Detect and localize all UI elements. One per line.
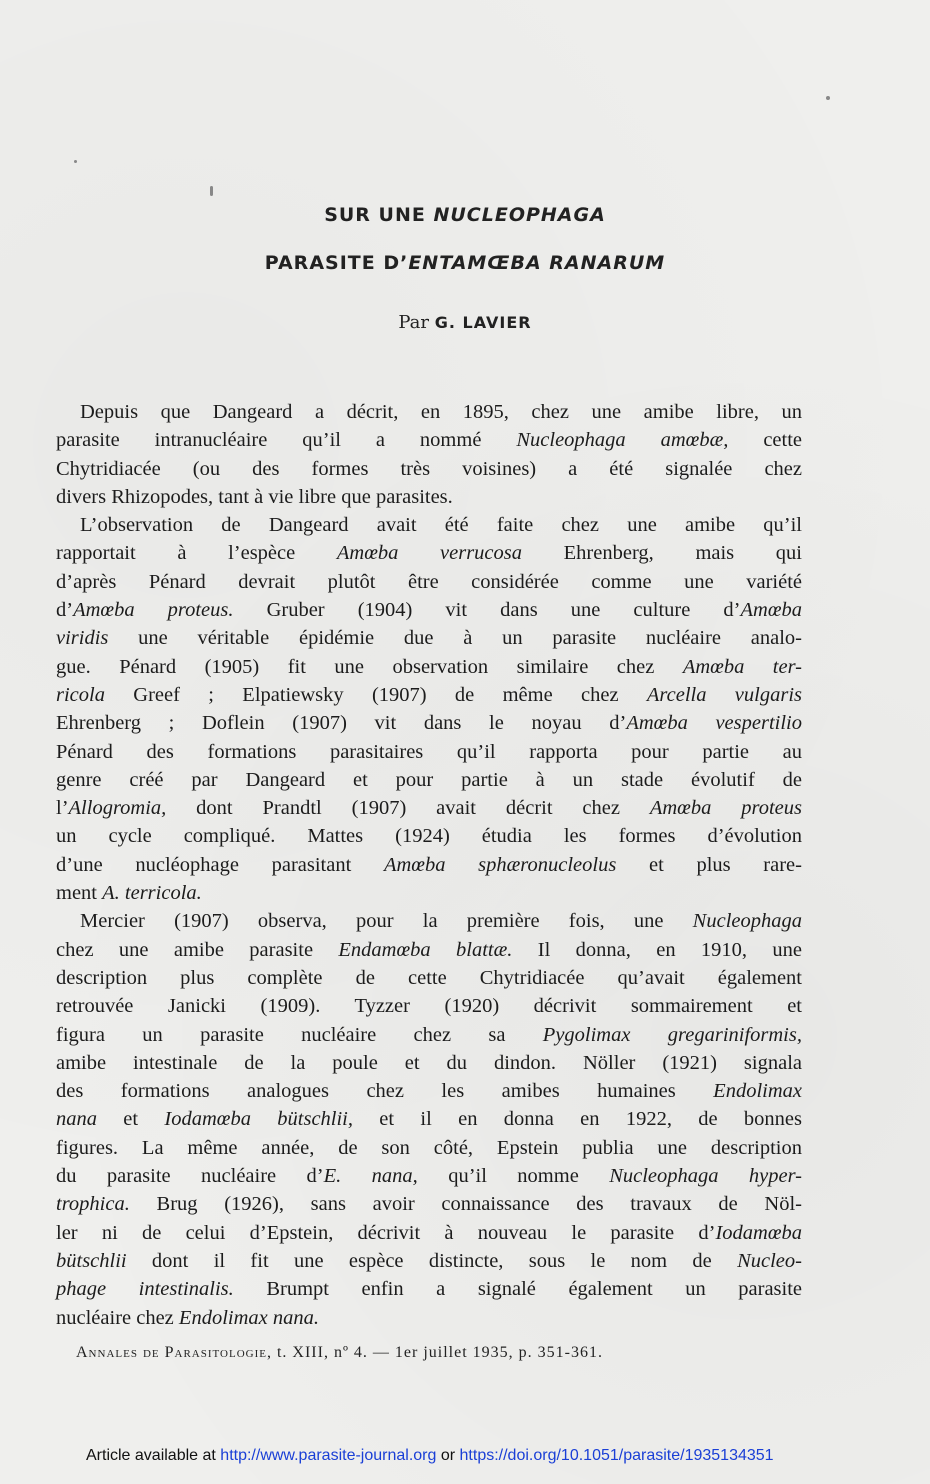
- text-run: description plus complète de cette Chytridiacée qu’avait également: [56, 966, 802, 989]
- text-run: figures. La même année, de son côté, Epstein publia une description: [56, 1136, 802, 1159]
- italic-text: trophica.: [56, 1193, 130, 1216]
- text-run: dont Prandtl (1907) avait décrit chez: [166, 797, 650, 820]
- text-run: et plus rare-: [616, 853, 802, 876]
- text-line: [56, 568, 802, 596]
- text-line: [56, 1077, 802, 1105]
- text-line: [56, 1190, 802, 1218]
- text-line: [56, 653, 802, 681]
- article-title-line-2: [0, 252, 930, 274]
- doi-link[interactable]: https://doi.org/10.1051/parasite/1935134351: [459, 1447, 774, 1464]
- italic-text: viridis: [56, 627, 109, 650]
- italic-text: Nucleophaga: [692, 910, 802, 933]
- text-line: [56, 398, 802, 426]
- text-line: [56, 483, 802, 511]
- text-line: [56, 1275, 802, 1303]
- italic-text: E. nana,: [323, 1165, 418, 1188]
- text-run: dont il fit une espèce distincte, sous le nom de: [126, 1249, 738, 1272]
- title-host: ENTAMŒBA RANARUM: [408, 252, 666, 274]
- scan-speck: [74, 160, 77, 163]
- text-run: Depuis que Dangeard a décrit, en 1895, chez une amibe libre, un: [80, 401, 802, 423]
- text-run: ment: [56, 882, 103, 905]
- text-run: Il donna, en 1910, une: [512, 938, 802, 961]
- italic-text: Iodamœba bütschlii,: [164, 1108, 353, 1131]
- text-run: qu’il nomme: [417, 1165, 610, 1188]
- text-run: divers Rhizopodes, tant à vie libre que parasites.: [56, 485, 453, 508]
- italic-text: Amœba vespertilio: [626, 712, 802, 735]
- text-run: Brumpt enfin a signalé également un parasite: [233, 1278, 803, 1301]
- italic-text: Endolimax nana.: [178, 1306, 319, 1329]
- text-line: [56, 624, 802, 652]
- italic-text: Nucleophaga amœbæ,: [516, 429, 729, 452]
- title-prefix: PARASITE D’: [264, 252, 409, 274]
- text-line: [56, 766, 802, 794]
- text-run: Brug (1926), sans avoir connaissance des travaux de Nöl-: [129, 1193, 802, 1216]
- italic-text: bütschlii: [56, 1249, 127, 1272]
- text-line: [56, 1134, 802, 1162]
- text-line: [56, 1162, 802, 1190]
- italic-text: Endamœba blattæ.: [338, 938, 513, 961]
- text-line: [56, 426, 802, 454]
- text-run: cette: [728, 429, 803, 452]
- text-run: ler ni de celui d’Epstein, décrivit à nouveau le parasite d’: [56, 1221, 716, 1244]
- text-run: Mercier (1907) observa, pour la première fois, une: [80, 910, 693, 933]
- article-title-line-1: [0, 204, 930, 226]
- scan-speck: [826, 96, 830, 100]
- text-line: [56, 1021, 802, 1049]
- text-line: [56, 851, 802, 879]
- italic-text: Amœba verrucosa: [336, 542, 523, 565]
- text-line: [56, 822, 802, 850]
- text-run: une véritable épidémie due à un parasite nucléaire analo-: [108, 627, 802, 650]
- text-run: rapportait à l’espèce: [56, 542, 337, 565]
- italic-text: Amœba proteus.: [73, 599, 234, 622]
- body-text: [56, 398, 802, 1332]
- journal-reference: [76, 1344, 776, 1362]
- title-genus: NUCLEOPHAGA: [433, 204, 606, 226]
- italic-text: Amœba: [740, 599, 802, 622]
- text-line: [56, 1049, 802, 1077]
- text-line: [56, 794, 802, 822]
- availability-prefix: Article available at: [86, 1447, 221, 1464]
- italic-text: Amœba sphæronucleolus: [383, 853, 617, 876]
- text-line: [56, 511, 802, 539]
- text-run: chez une amibe parasite: [56, 938, 339, 961]
- byline-prefix: Par: [398, 312, 435, 333]
- text-run: Gruber (1904) vit dans une culture d’: [233, 599, 741, 622]
- text-line: [56, 907, 802, 935]
- text-run: d’après Pénard devrait plutôt être considérée comme une variété: [56, 570, 802, 593]
- issue-details: t. XIII, nº 4. — 1er juillet 1935, p. 351-361.: [271, 1344, 603, 1361]
- text-run: Greef ; Elpatiewsky (1907) de même chez: [104, 683, 647, 706]
- journal-name: Annales de Parasitologie,: [76, 1344, 272, 1361]
- text-line: [56, 936, 802, 964]
- text-line: [56, 1247, 802, 1275]
- text-run: L’observation de Dangeard avait été faite chez une amibe qu’il: [80, 514, 802, 537]
- text-run: amibe intestinale de la poule et du dindon. Nöller (1921) signala: [56, 1051, 802, 1074]
- text-line: [56, 1304, 802, 1332]
- text-line: [56, 738, 802, 766]
- text-line: [56, 879, 802, 907]
- text-run: d’une nucléophage parasitant: [56, 853, 384, 876]
- italic-text: Pygolimax gregariniformis,: [542, 1023, 802, 1046]
- journal-link[interactable]: http://www.parasite-journal.org: [220, 1447, 437, 1464]
- italic-text: Amœba ter-: [682, 655, 802, 678]
- text-run: nucléaire chez: [56, 1306, 179, 1329]
- italic-text: Nucleo-: [737, 1249, 802, 1272]
- text-run: et: [97, 1108, 165, 1131]
- italic-text: Nucleophaga hyper-: [609, 1165, 802, 1188]
- text-line: [56, 992, 802, 1020]
- text-run: Ehrenberg ; Doflein (1907) vit dans le noyau d’: [56, 712, 627, 735]
- text-run: figura un parasite nucléaire chez sa: [56, 1023, 543, 1046]
- italic-text: Arcella vulgaris: [646, 683, 803, 706]
- scan-speck: [210, 186, 213, 196]
- text-line: [56, 596, 802, 624]
- text-line: [56, 1219, 802, 1247]
- text-run: Pénard des formations parasitaires qu’il rapporta pour partie au: [56, 740, 802, 763]
- availability-or: or: [436, 1447, 460, 1464]
- text-run: Chytridiacée (ou des formes très voisines) a été signalée chez: [56, 457, 802, 480]
- italic-text: Iodamœba: [715, 1221, 802, 1244]
- text-run: genre créé par Dangeard et pour partie à un stade évolutif de: [56, 768, 802, 791]
- text-run: d’: [56, 599, 74, 622]
- text-run: retrouvée Janicki (1909). Tyzzer (1920) décrivit sommairement et: [56, 995, 802, 1018]
- text-line: [56, 455, 802, 483]
- italic-text: Amœba proteus: [649, 797, 802, 820]
- text-run: l’: [56, 797, 69, 820]
- italic-text: Endolimax: [713, 1080, 802, 1103]
- text-run: Ehrenberg, mais qui: [522, 542, 802, 565]
- text-line: [56, 681, 802, 709]
- italic-text: nana: [56, 1108, 97, 1131]
- byline: [0, 312, 930, 333]
- author-name: G. LAVIER: [434, 313, 532, 332]
- text-line: [56, 964, 802, 992]
- text-run: et il en donna en 1922, de bonnes: [353, 1108, 802, 1131]
- text-run: gue. Pénard (1905) fit une observation similaire chez: [56, 655, 683, 678]
- italic-text: Allogromia,: [68, 797, 167, 820]
- text-line: [56, 1105, 802, 1133]
- title-prefix: SUR UNE: [324, 204, 434, 226]
- article-availability-bar: [86, 1447, 826, 1465]
- text-run: un cycle compliqué. Mattes (1924) étudia les formes d’évolution: [56, 825, 802, 848]
- text-run: des formations analogues chez les amibes humaines: [56, 1080, 714, 1103]
- text-line: [56, 539, 802, 567]
- italic-text: A. terricola.: [102, 882, 202, 905]
- text-run: du parasite nucléaire d’: [56, 1165, 324, 1188]
- italic-text: phage intestinalis.: [56, 1278, 234, 1301]
- text-run: parasite intranucléaire qu’il a nommé: [56, 429, 517, 452]
- italic-text: ricola: [56, 683, 105, 706]
- text-line: [56, 709, 802, 737]
